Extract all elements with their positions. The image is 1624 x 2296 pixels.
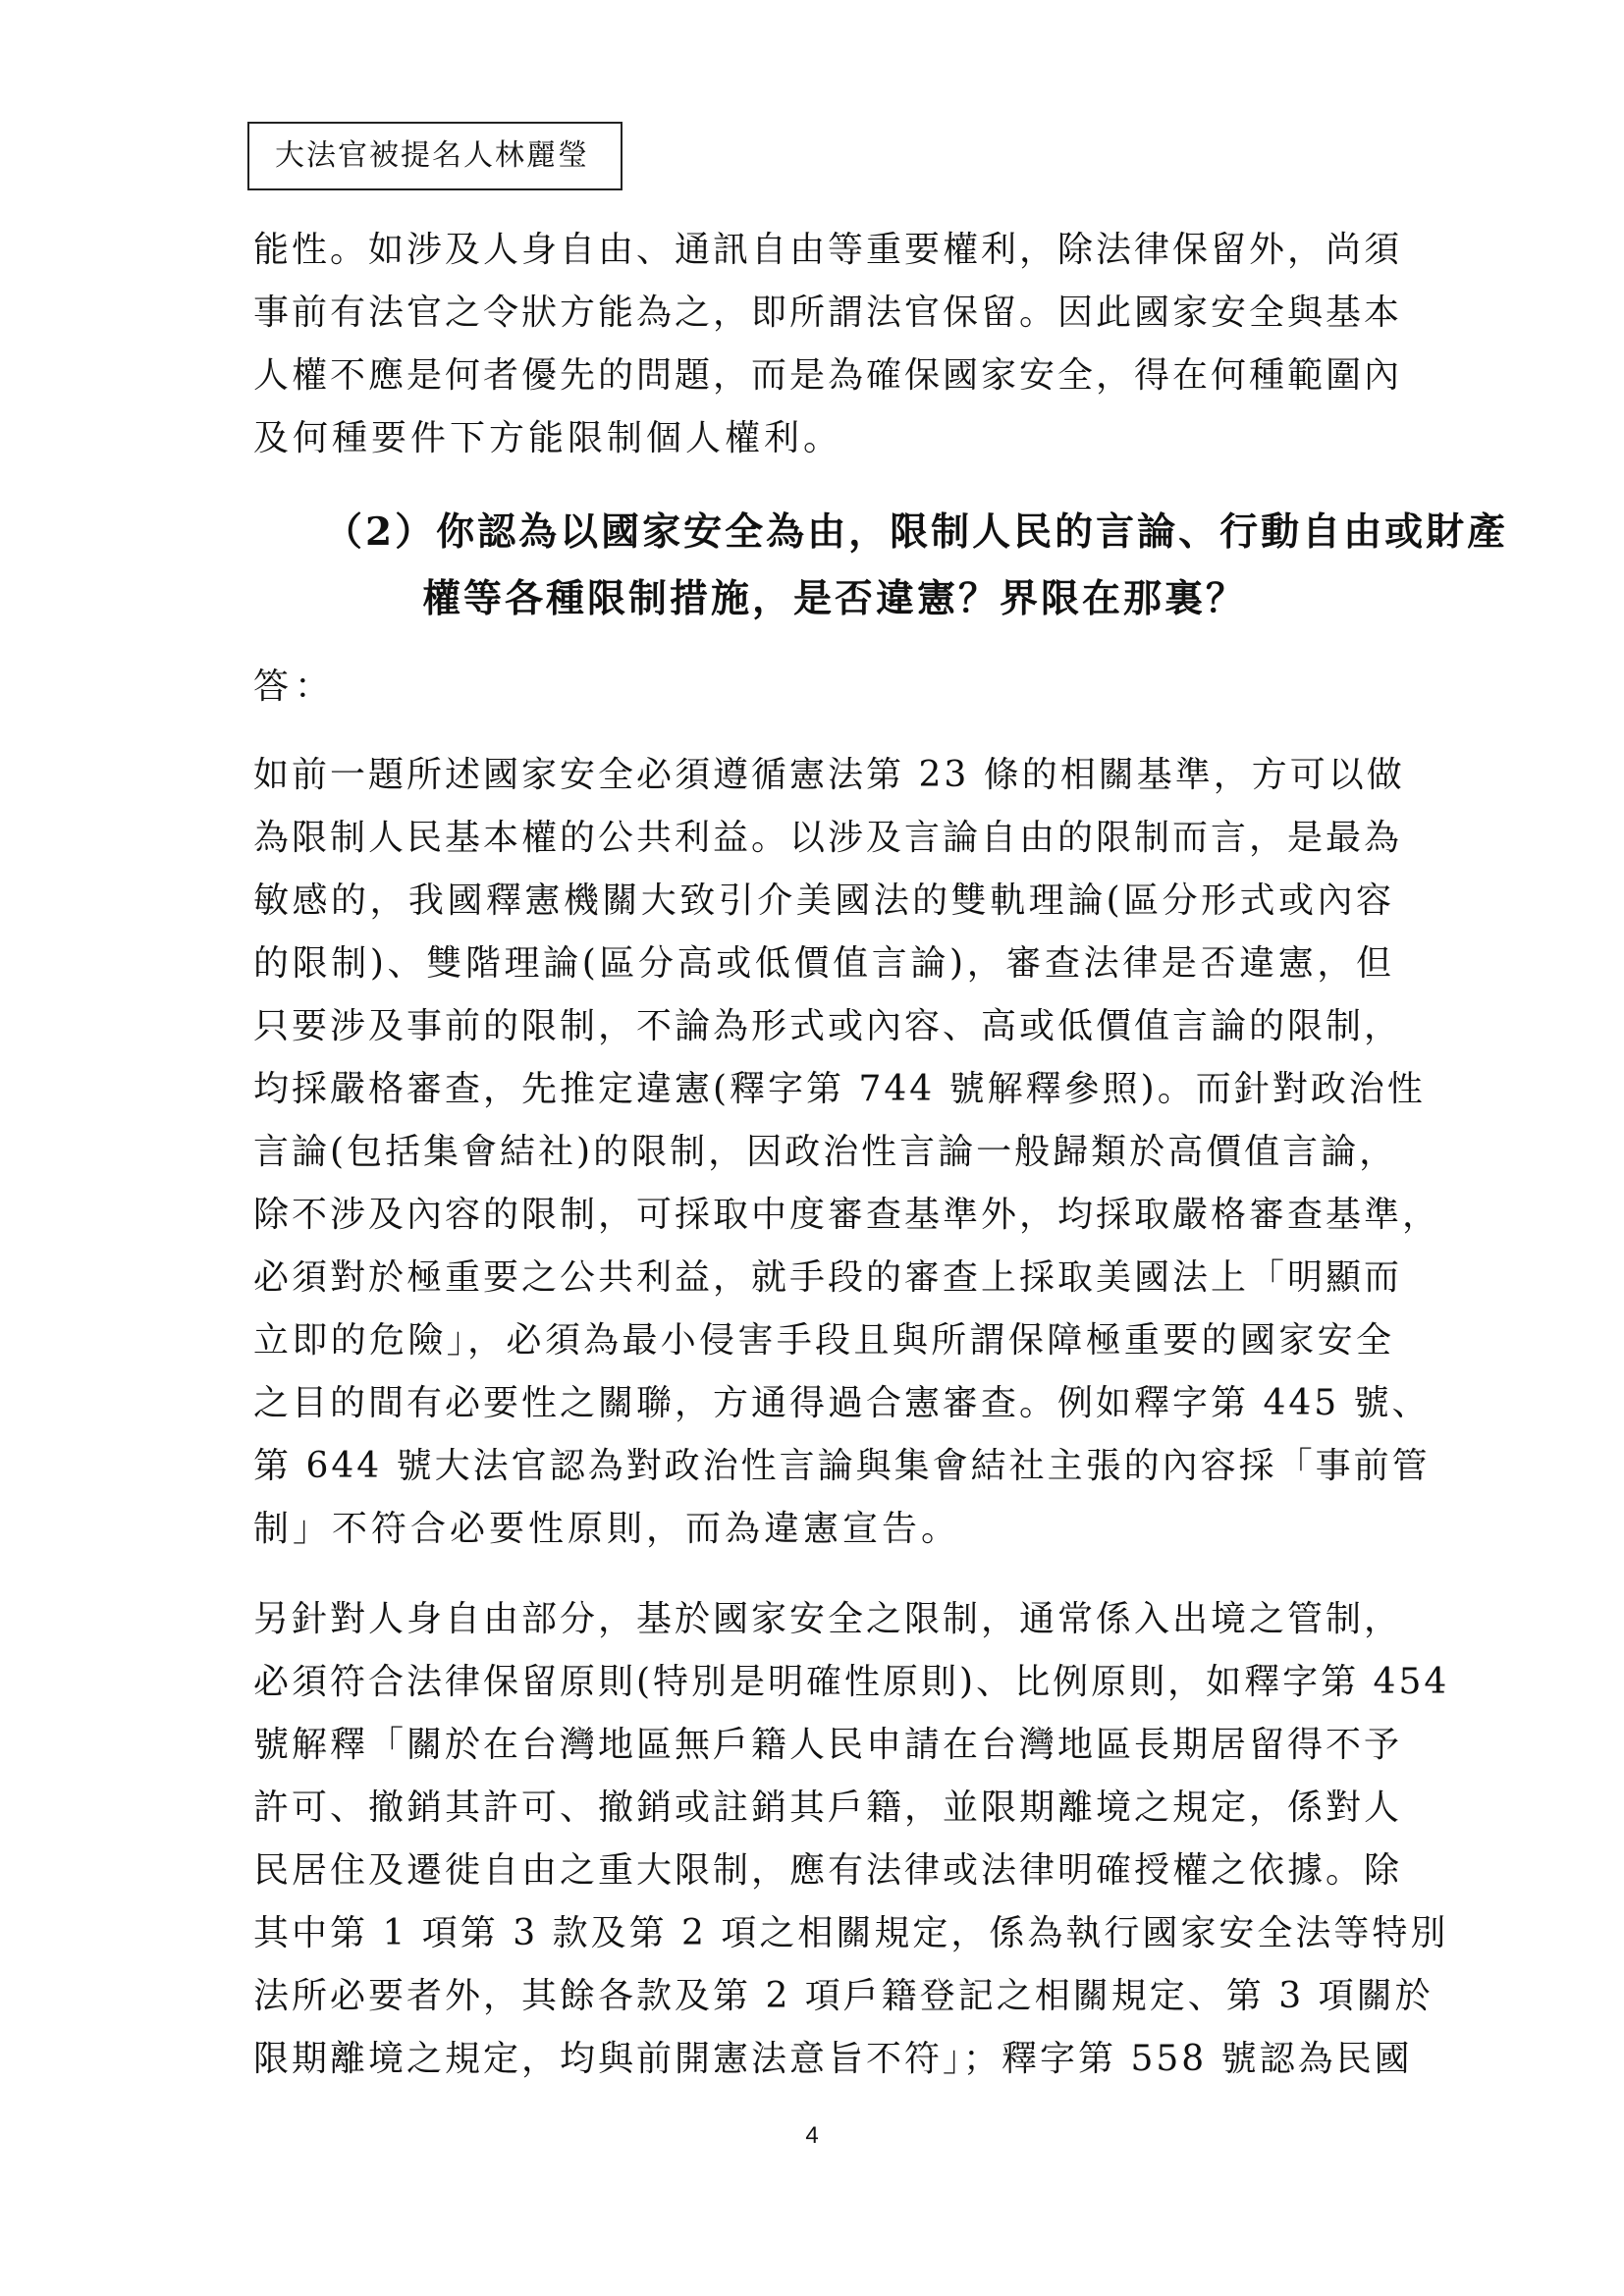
text-line: 為限制人民基本權的公共利益。以涉及言論自由的限制而言，是最為	[253, 818, 1403, 858]
text-line: 敏感的，我國釋憲機關大致引介美國法的雙軌理論(區分形式或內容	[253, 881, 1394, 921]
text-line: 人權不應是何者優先的問題，而是為確保國家安全，得在何種範圍內	[253, 355, 1403, 396]
paragraph-2	[253, 1588, 1450, 2091]
header-label: 大法官被提名人林麗瑩	[247, 122, 623, 190]
text-line: 言論(包括集會結社)的限制，因政治性言論一般歸類於高價值言論，	[253, 1132, 1398, 1172]
question-line-1: （2）你認為以國家安全為由，限制人民的言論、行動自由或財產	[324, 509, 1509, 555]
text-line: 均採嚴格審查，先推定違憲(釋字第 744 號解釋參照)。而針對政治性	[253, 1069, 1426, 1109]
text-line: 民居住及遷徙自由之重大限制，應有法律或法律明確授權之依據。除	[253, 1850, 1403, 1891]
text-line: 其中第 1 項第 3 款及第 2 項之相關規定，係為執行國家安全法等特別	[253, 1913, 1449, 1953]
question-line-2: 權等各種限制措施，是否違憲？界限在那裏？	[422, 576, 1248, 621]
text-line: 的限制)、雙階理論(區分高或低價值言論)，審查法律是否違憲，但	[253, 943, 1394, 984]
intro-paragraph	[253, 219, 1403, 470]
text-line: 第 644 號大法官認為對政治性言論與集會結社主張的內容採「事前管	[253, 1446, 1431, 1486]
text-line: 另針對人身自由部分，基於國家安全之限制，通常係入出境之管制，	[253, 1599, 1403, 1639]
text-line: 能性。如涉及人身自由、通訊自由等重要權利，除法律保留外，尚須	[253, 230, 1403, 270]
text-line: 及何種要件下方能限制個人權利。	[253, 418, 843, 458]
paragraph-1	[253, 744, 1441, 1561]
text-line: 法所必要者外，其餘各款及第 2 項戶籍登記之相關規定、第 3 項關於	[253, 1976, 1434, 2016]
answer-label: 答：	[253, 667, 337, 707]
text-line: 制」不符合必要性原則，而為違憲宣告。	[253, 1509, 961, 1549]
page-number: 4	[805, 2122, 819, 2149]
text-line: 只要涉及事前的限制，不論為形式或內容、高或低價值言論的限制，	[253, 1006, 1403, 1046]
text-line: 必須對於極重要之公共利益，就手段的審查上採取美國法上「明顯而	[253, 1257, 1403, 1298]
text-line: 如前一題所述國家安全必須遵循憲法第 23 條的相關基準，方可以做	[253, 755, 1405, 795]
text-line: 必須符合法律保留原則(特別是明確性原則)、比例原則，如釋字第 454	[253, 1662, 1450, 1702]
text-line: 除不涉及內容的限制，可採取中度審查基準外，均採取嚴格審查基準，	[253, 1195, 1441, 1235]
text-line: 許可、撤銷其許可、撤銷或註銷其戶籍，並限期離境之規定，係對人	[253, 1788, 1403, 1828]
text-line: 限期離境之規定，均與前開憲法意旨不符」；釋字第 558 號認為民國	[253, 2039, 1413, 2079]
text-line: 事前有法官之令狀方能為之，即所謂法官保留。因此國家安全與基本	[253, 293, 1403, 333]
text-line: 之目的間有必要性之關聯，方通得過合憲審查。例如釋字第 445 號、	[253, 1383, 1431, 1423]
text-line: 號解釋「關於在台灣地區無戶籍人民申請在台灣地區長期居留得不予	[253, 1725, 1403, 1765]
text-line: 立即的危險」，必須為最小侵害手段且與所謂保障極重要的國家安全	[253, 1320, 1394, 1361]
